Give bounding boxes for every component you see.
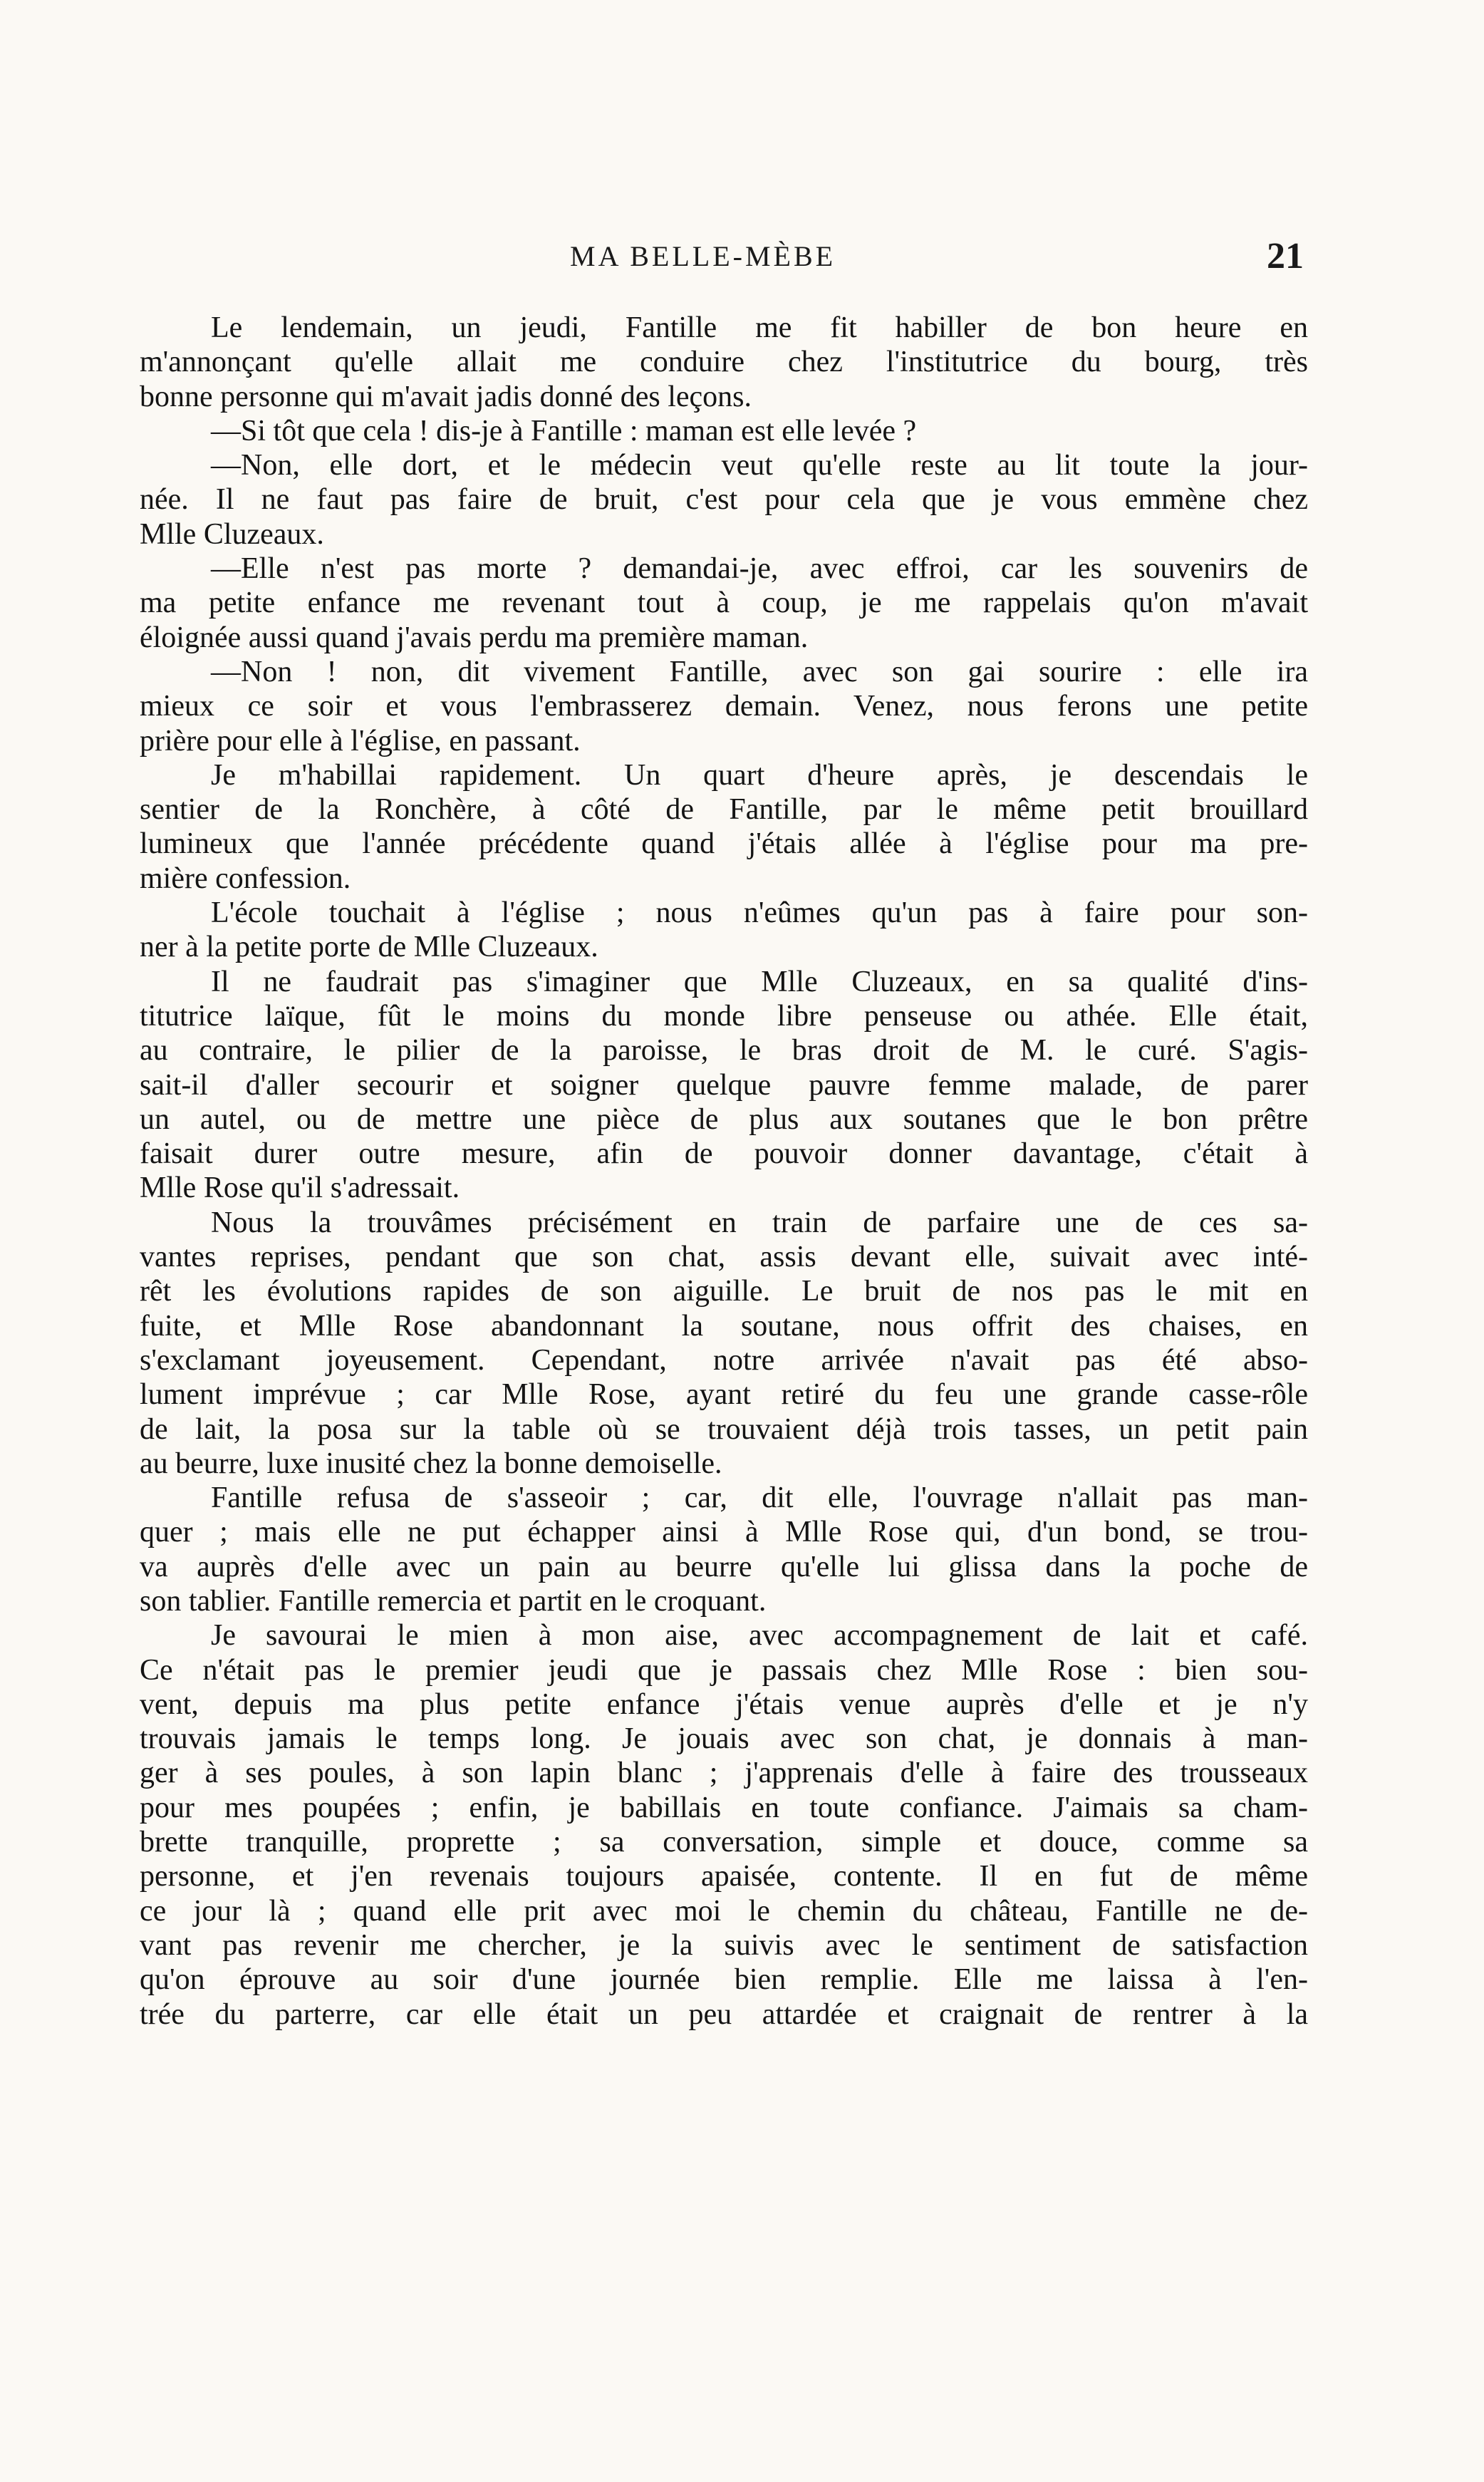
text-line: Ce n'était pas le premier jeudi que je passais chez Mlle Rose : bien sou- [140,1653,1308,1687]
text-line: ma petite enfance me revenant tout à coup, je me rappelais qu'on m'avait [140,586,1308,620]
text-line: mière confession. [140,862,351,895]
text-line: —Non ! non, dit vivement Fantille, avec son gai sourire : elle ira [211,655,1308,688]
text-line: Je m'habillai rapidement. Un quart d'heure après, je descendais le [211,758,1308,792]
text-line: titutrice laïque, fût le moins du monde libre penseuse ou athée. Elle était, [140,999,1308,1033]
text-line: qu'on éprouve au soir d'une journée bien remplie. Elle me laissa à l'en- [140,1963,1308,1997]
text-line: vant pas revenir me chercher, je la suivis avec le sentiment de satisfaction [140,1928,1308,1962]
body-text [140,311,1308,2032]
text-line: sait-il d'aller secourir et soigner quelque pauvre femme malade, de parer [140,1068,1308,1102]
text-line: va auprès d'elle avec un pain au beurre qu'elle lui glissa dans la poche de [140,1550,1308,1583]
text-line: fuite, et Mlle Rose abandonnant la soutane, nous offrit des chaises, en [140,1309,1308,1343]
text-line: vent, depuis ma plus petite enfance j'étais venue auprès d'elle et je n'y [140,1687,1308,1721]
text-line: s'exclamant joyeusement. Cependant, notre arrivée n'avait pas été abso- [140,1343,1308,1377]
text-line: lumineux que l'année précédente quand j'étais allée à l'église pour ma pre- [140,827,1308,861]
text-line: trouvais jamais le temps long. Je jouais avec son chat, je donnais à man- [140,1722,1308,1756]
page-number: 21 [1267,236,1304,276]
text-line: personne, et j'en revenais toujours apaisée, contente. Il en fut de même [140,1860,1308,1893]
text-line: sentier de la Ronchère, à côté de Fantille, par le même petit brouillard [140,793,1308,827]
text-line: ger à ses poules, à son lapin blanc ; j'apprenais d'elle à faire des trousseaux [140,1757,1308,1790]
text-line: Mlle Cluzeaux. [140,517,324,551]
text-line: née. Il ne faut pas faire de bruit, c'est pour cela que je vous emmène chez [140,483,1308,517]
text-line: de lait, la posa sur la table où se trouvaient déjà trois tasses, un petit pain [140,1412,1308,1446]
text-line: vantes reprises, pendant que son chat, assis devant elle, suivait avec inté- [140,1241,1308,1274]
text-line: ner à la petite porte de Mlle Cluzeaux. [140,931,598,964]
text-line: au beurre, luxe inusité chez la bonne demoiselle. [140,1447,722,1480]
text-line: rêt les évolutions rapides de son aiguille. Le bruit de nos pas le mit en [140,1275,1308,1308]
text-line: Fantille refusa de s'asseoir ; car, dit elle, l'ouvrage n'allait pas man- [211,1482,1308,1515]
text-line: Mlle Rose qu'il s'adressait. [140,1172,460,1205]
text-line: bonne personne qui m'avait jadis donné des leçons. [140,380,752,413]
text-line: quer ; mais elle ne put échapper ainsi à Mlle Rose qui, d'un bond, se trou- [140,1516,1308,1549]
text-line: pour mes poupées ; enfin, je babillais en toute confiance. J'aimais sa cham- [140,1791,1308,1824]
text-line: —Elle n'est pas morte ? demandai-je, avec effroi, car les souvenirs de [211,552,1308,586]
text-line: brette tranquille, proprette ; sa conversation, simple et douce, comme sa [140,1826,1308,1859]
text-line: éloignée aussi quand j'avais perdu ma première maman. [140,621,809,654]
text-line: Le lendemain, un jeudi, Fantille me fit habiller de bon heure en [211,311,1308,344]
text-line: m'annonçant qu'elle allait me conduire chez l'institutrice du bourg, très [140,346,1308,379]
text-line: Nous la trouvâmes précisément en train de parfaire une de ces sa- [211,1206,1308,1239]
text-line: au contraire, le pilier de la paroisse, le bras droit de M. le curé. S'agis- [140,1034,1308,1067]
text-line: faisait durer outre mesure, afin de pouvoir donner davantage, c'était à [140,1137,1308,1171]
text-line: —Si tôt que cela ! dis-je à Fantille : maman est elle levée ? [211,414,917,448]
page-header [207,235,1304,278]
text-line: trée du parterre, car elle était un peu attardée et craignait de rentrer à la [140,1997,1308,2031]
text-line: Il ne faudrait pas s'imaginer que Mlle Cluzeaux, en sa qualité d'ins- [211,965,1308,998]
text-line: lument imprévue ; car Mlle Rose, ayant retiré du feu une grande casse-rôle [140,1378,1308,1412]
text-line: mieux ce soir et vous l'embrasserez demain. Venez, nous ferons une petite [140,690,1308,723]
text-line: Je savourai le mien à mon aise, avec accompagnement de lait et café. [211,1619,1308,1653]
text-line: —Non, elle dort, et le médecin veut qu'elle reste au lit toute la jour- [211,449,1308,482]
text-line: ce jour là ; quand elle prit avec moi le chemin du château, Fantille ne de- [140,1894,1308,1928]
text-line: prière pour elle à l'église, en passant. [140,724,581,757]
text-line: son tablier. Fantille remercia et partit en le croquant. [140,1584,767,1618]
text-line: L'école touchait à l'église ; nous n'eûmes qu'un pas à faire pour son- [211,896,1308,930]
running-title: MA BELLE-MÈBE [570,240,836,272]
text-line: un autel, ou de mettre une pièce de plus aux soutanes que le bon prêtre [140,1102,1308,1136]
